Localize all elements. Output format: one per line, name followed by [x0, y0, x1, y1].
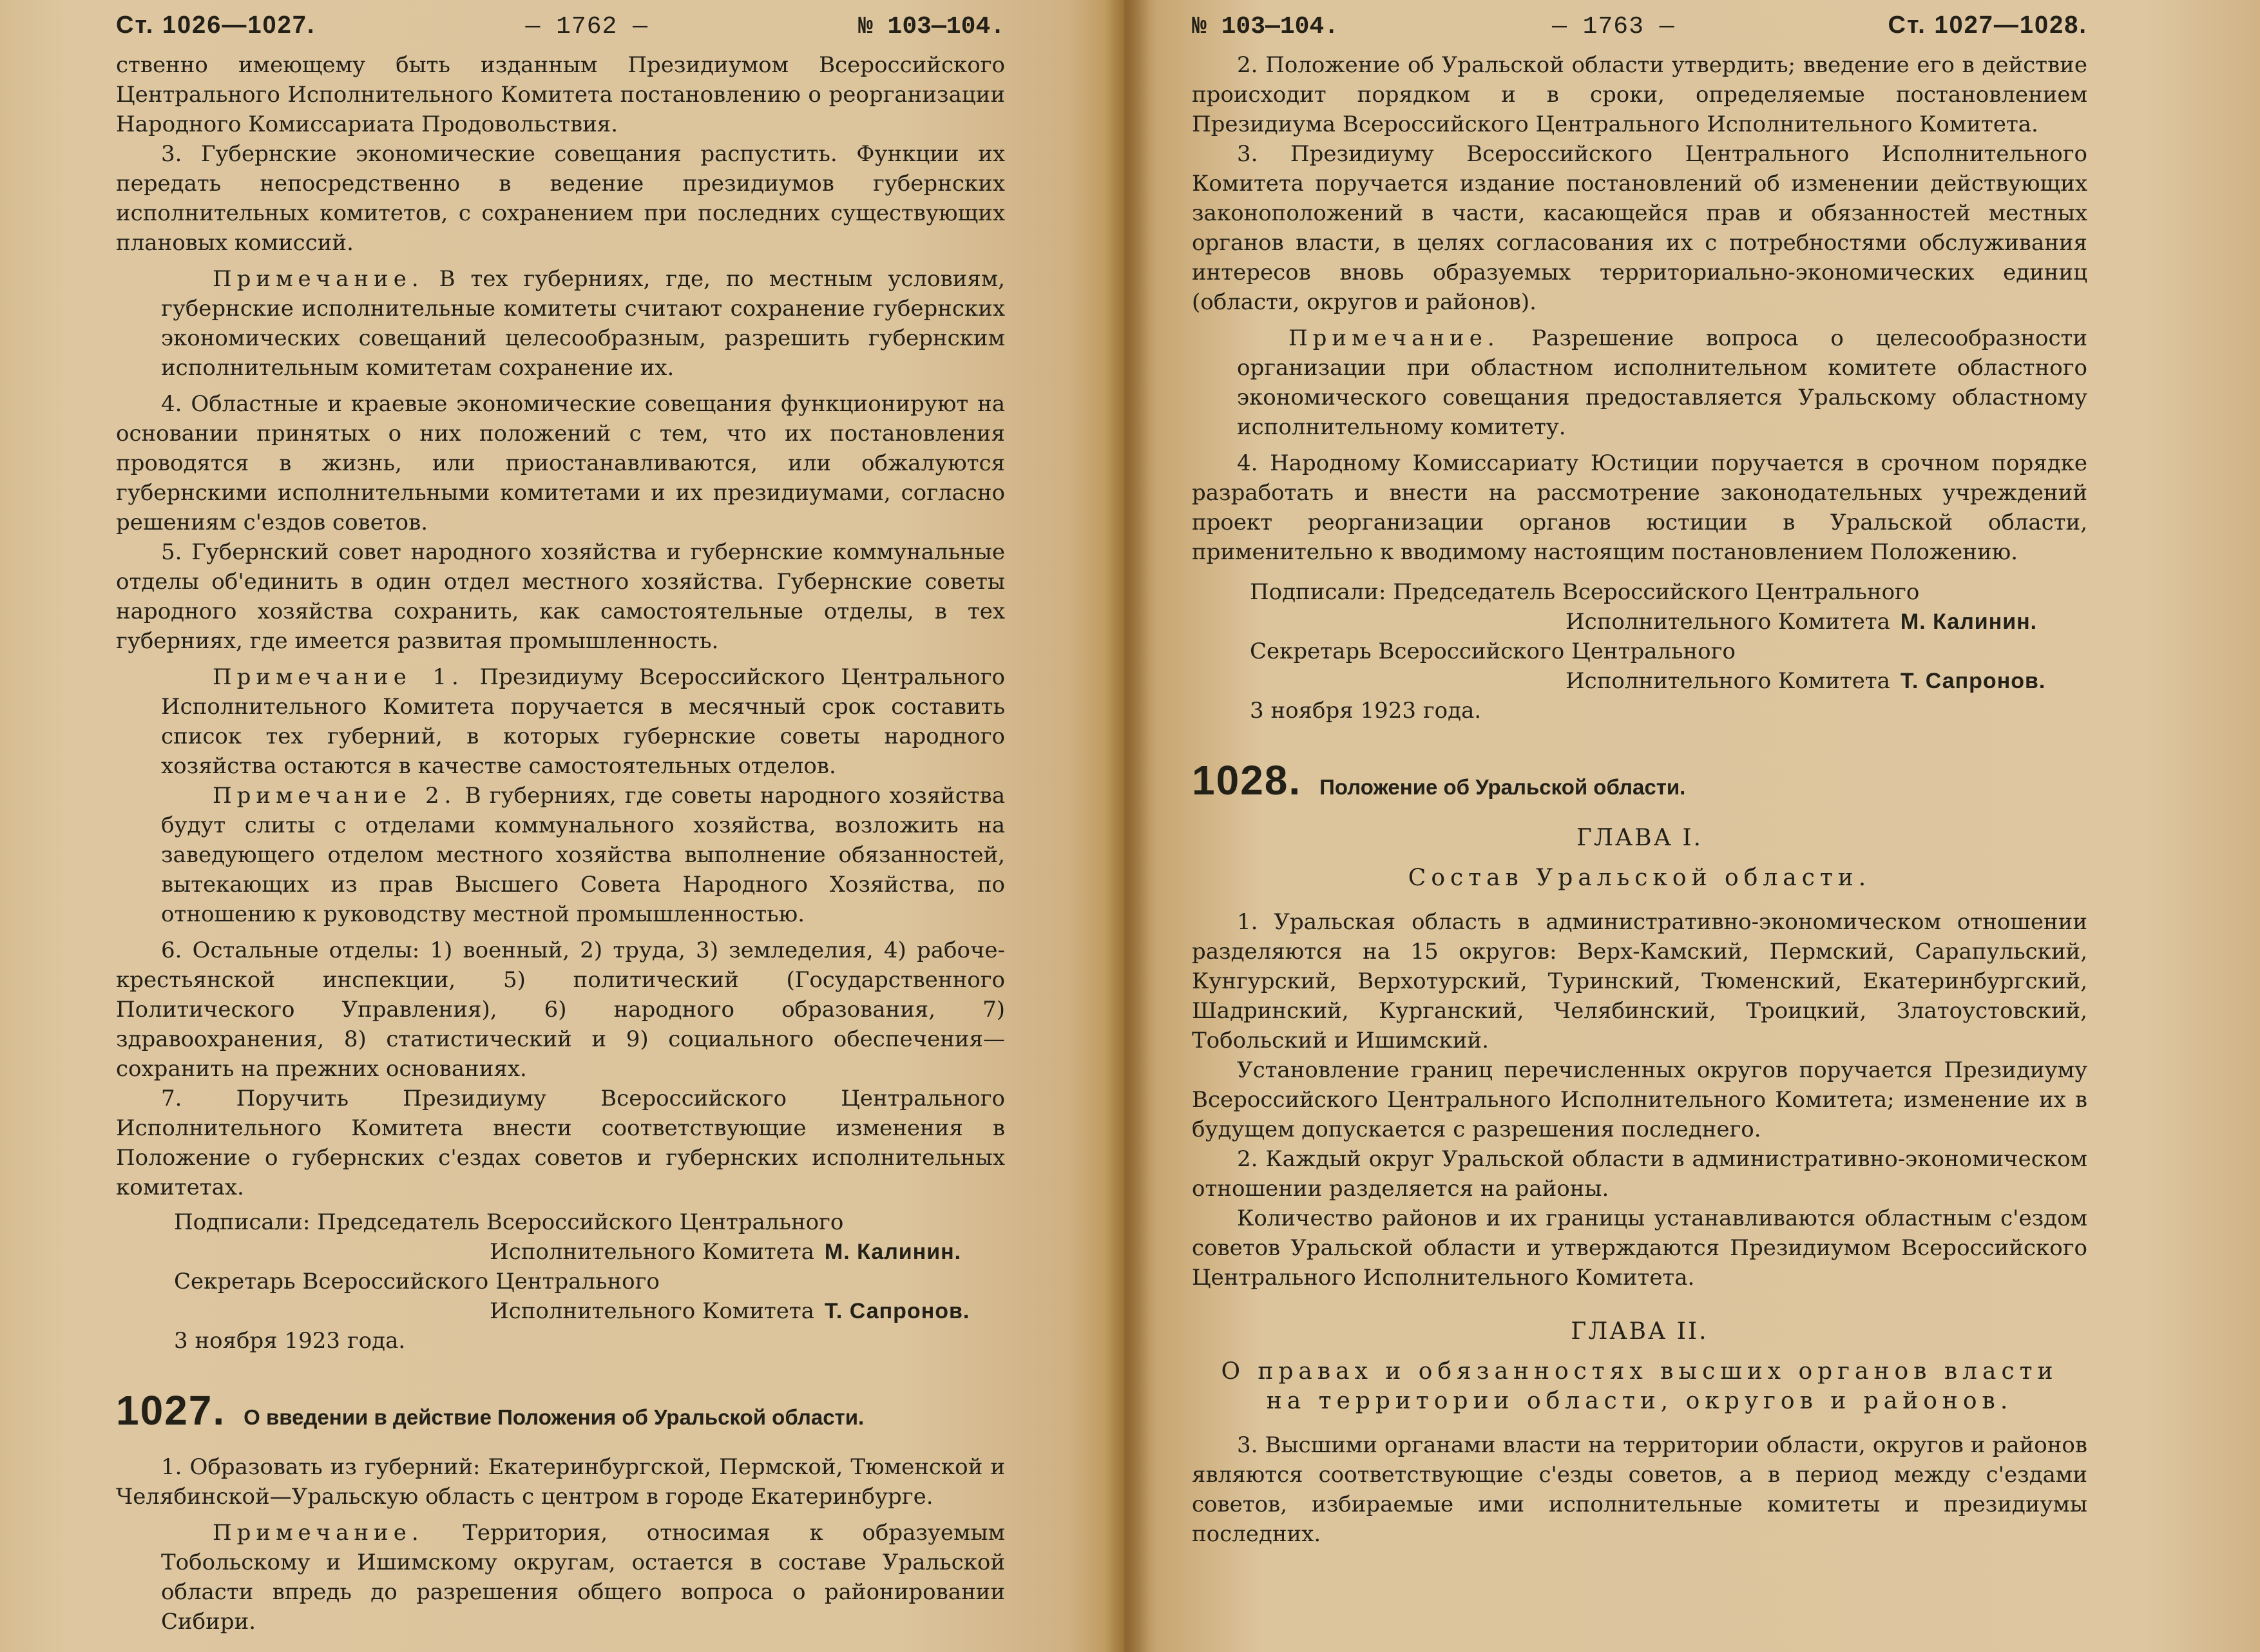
paragraph: Количество районов и их границы устанавливаются областным с'ездом советов Уральской области и утверждаются Президиумом Всероссийского Центрального Исполнительного Комитета.: [1192, 1205, 2087, 1291]
signature-role: Исполнительного Комитета: [1566, 609, 1890, 635]
act-title: О введении в действие Положения об Уральской области.: [244, 1405, 865, 1429]
signature-line: Секретарь Всероссийского Центрального: [174, 1269, 660, 1294]
paragraph: 1. Образовать из губерний: Екатеринбургской, Пермской, Тюменской и Челябинской—Уральскую область с центром в городе Екатеринбурге.: [116, 1454, 1005, 1510]
note-label: Примечание 2.: [213, 783, 457, 809]
right-header-page-number: — 1763 —: [1552, 13, 1675, 41]
signature-line: Секретарь Всероссийского Центрального: [1250, 639, 1736, 664]
signature-role: Исполнительного Комитета: [490, 1239, 814, 1265]
act-heading-1028: [1192, 756, 2087, 804]
chapter-title-line: на территории области, округов и районов.: [1266, 1388, 2013, 1414]
signatory-sapronov: Т. Сапронов.: [1900, 669, 2046, 693]
signature-role: Исполнительного Комитета: [1566, 668, 1890, 694]
note: [116, 1518, 1005, 1637]
note-text: В тех губерниях, где, по местным условиям, губернские исполнительные комитеты считают сохранение губернских экономических совещаний целесообразным, разрешить губернским исполнительным комитетам сохранение их.: [161, 266, 1005, 381]
note: [116, 662, 1005, 781]
note-label: Примечание.: [213, 266, 424, 292]
act-number: 1028.: [1192, 757, 1302, 803]
chapter-heading: ГЛАВА I.: [1576, 825, 1703, 851]
note: [1192, 323, 2087, 442]
paragraph: 1. Уральская область в административно-экономическом отношении разделяются на 15 округов: Верх-Камский, Пермский, Сарапульский, Кунгурский, Верхотурский, Туринский, Тюменский, Екатеринбургский, Шадринский, Курганский, Челябинский, Троицкий, Златоустовский, Тобольский и Ишимский.: [1192, 909, 2087, 1053]
signature-line: [116, 1237, 1005, 1267]
paragraph: 4. Областные и краевые экономические совещания функционируют на основании принятых о них положений с тем, что их постановления проводятся в жизнь, или приостанавливаются, или обжалуются губернскими исполнительными комитетами и их президиумами, согласно решениям с'ездов советов.: [116, 391, 1005, 535]
left-header-columns: Ст. 1026—1027.: [116, 12, 316, 39]
paragraph: 7. Поручить Президиуму Всероссийского Центрального Исполнительного Комитета внести соответствующие изменения в Положение о губернских с'ездах советов и губернских исполнительных комитетах.: [116, 1086, 1005, 1200]
signatures: [116, 1207, 1005, 1356]
signature-line: [1192, 607, 2087, 637]
note: [116, 264, 1005, 383]
paragraph: 2. Положение об Уральской области утвердить; введение его в действие происходит порядком и в сроки, определяемые постановлением Президиума Всероссийского Центрального Исполнительного Комитета.: [1192, 52, 2087, 137]
signature-date: 3 ноября 1923 года.: [174, 1328, 406, 1354]
paragraph: 2. Каждый округ Уральской области в административно-экономическом отношении разделяется на районы.: [1192, 1146, 2087, 1202]
book-gutter: [1105, 0, 1150, 1652]
paragraph: 5. Губернский совет народного хозяйства и губернские коммунальные отделы об'единить в один отдел местного хозяйства. Губернские советы народного хозяйства сохранить, как самостоятельные отделы, в тех губерниях, где имеется развитая промышленность.: [116, 539, 1005, 654]
act-title: Положение об Уральской области.: [1319, 775, 1686, 799]
signature-line: [1192, 666, 2087, 696]
signatory-sapronov: Т. Сапронов.: [824, 1299, 970, 1323]
note-label: Примечание 1.: [213, 664, 464, 690]
signature-date: 3 ноября 1923 года.: [1250, 698, 1482, 724]
chapter-title-line: О правах и обязанностях высших органов власти: [1221, 1358, 2058, 1385]
paragraph: 3. Губернские экономические совещания распустить. Функции их передать непосредственно в ведение президиумов губернских исполнительных комитетов, с сохранением при последних существующих плановых комиссий.: [116, 141, 1005, 256]
left-page-header: [116, 12, 1005, 50]
note: [116, 781, 1005, 929]
paragraph: 3. Президиуму Всероссийского Центрального Исполнительного Комитета поручается издание постановлений об изменении действующих законоположений в части, касающейся прав и обязанностей местных органов власти, в целях согласования их с потребностями обслуживания интересов вновь образуемых территориально-экономических единиц (области, округов и районов).: [1192, 141, 2087, 315]
chapter-title: [1192, 1357, 2087, 1416]
note-text: Территория, относимая к образуемым Тобольскому и Ишимскому округам, остается в составе Уральской области впредь до разрешения общего вопроса о районировании Сибири.: [161, 1520, 1005, 1635]
right-page: [1124, 0, 2260, 1652]
signatory-kalinin: М. Калинин.: [824, 1240, 962, 1264]
signatures: [1192, 577, 2087, 725]
left-page: [0, 0, 1124, 1652]
note-label: Примечание.: [1288, 325, 1500, 351]
paragraph: 4. Народному Комиссариату Юстиции поручается в срочном порядке разработать и внести на рассмотрение законодательных учреждений проект реорганизации органов юстиции в Уральской области, применительно к вводимому настоящим постановлением Положению.: [1192, 450, 2087, 565]
note-text: В губерниях, где советы народного хозяйства будут слиты с отделами коммунального хозяйства, возложить на заведующего отделом местного хозяйства выполнение обязанностей, вытекающих из прав Высшего Совета Народного Хозяйства, по отношению к руководству местной промышленностью.: [161, 783, 1005, 927]
paragraph: Установление границ перечисленных округов поручается Президиуму Всероссийского Центрального Исполнительного Комитета; изменение их в будущем допускается с разрешения последнего.: [1192, 1057, 2087, 1142]
right-header-columns: Ст. 1027—1028.: [1888, 12, 2087, 39]
paragraph: 3. Высшими органами власти на территории области, округов и районов являются соответствующие с'езды советов, а в период между с'ездами советов, избираемые ими исполнительные комитеты и президиумы последних.: [1192, 1432, 2087, 1547]
signatory-kalinin: М. Калинин.: [1900, 610, 2038, 634]
right-header-issue: № 103—104.: [1192, 13, 1339, 41]
act-number: 1027.: [116, 1387, 226, 1434]
chapter-title: Состав Уральской области.: [1408, 865, 1872, 891]
left-header-issue: № 103—104.: [857, 13, 1005, 41]
left-header-page-number: — 1762 —: [525, 13, 648, 41]
right-page-header: [1192, 12, 2087, 50]
chapter-heading: ГЛАВА II.: [1571, 1318, 1709, 1345]
left-page-content: [116, 0, 1005, 1637]
signature-role: Исполнительного Комитета: [490, 1298, 814, 1324]
paragraph: 6. Остальные отделы: 1) военный, 2) труда, 3) земледелия, 4) рабоче-крестьянской инспекции, 5) политический (Государственного Политического Управления), 6) народного образования, 7) здравоохранения, 8) статистический и 9) социального обеспечения—сохранить на прежних основаниях.: [116, 937, 1005, 1082]
note-text: Разрешение вопроса о целесообразности организации при областном исполнительном комитете областного экономического совещания предоставляется Уральскому областному исполнительному комитету.: [1237, 325, 2087, 440]
note-label: Примечание.: [213, 1520, 424, 1546]
signature-line: [116, 1296, 1005, 1326]
signature-line: Подписали: Председатель Всероссийского Центрального: [174, 1209, 844, 1235]
act-heading-1027: [116, 1387, 1005, 1434]
note-text: Президиуму Всероссийского Центрального Исполнительного Комитета поручается в месячный срок составить список тех губерний, в которых губернские советы народного хозяйства остаются в качестве самостоятельных отделов.: [161, 664, 1006, 779]
paragraph: ственно имеющему быть изданным Президиумом Всероссийского Центрального Исполнительного Комитета постановлению о реорганизации Народного Комиссариата Продовольствия.: [116, 52, 1005, 137]
signature-line: Подписали: Председатель Всероссийского Центрального: [1250, 579, 1920, 605]
right-page-content: [1192, 0, 2087, 1549]
